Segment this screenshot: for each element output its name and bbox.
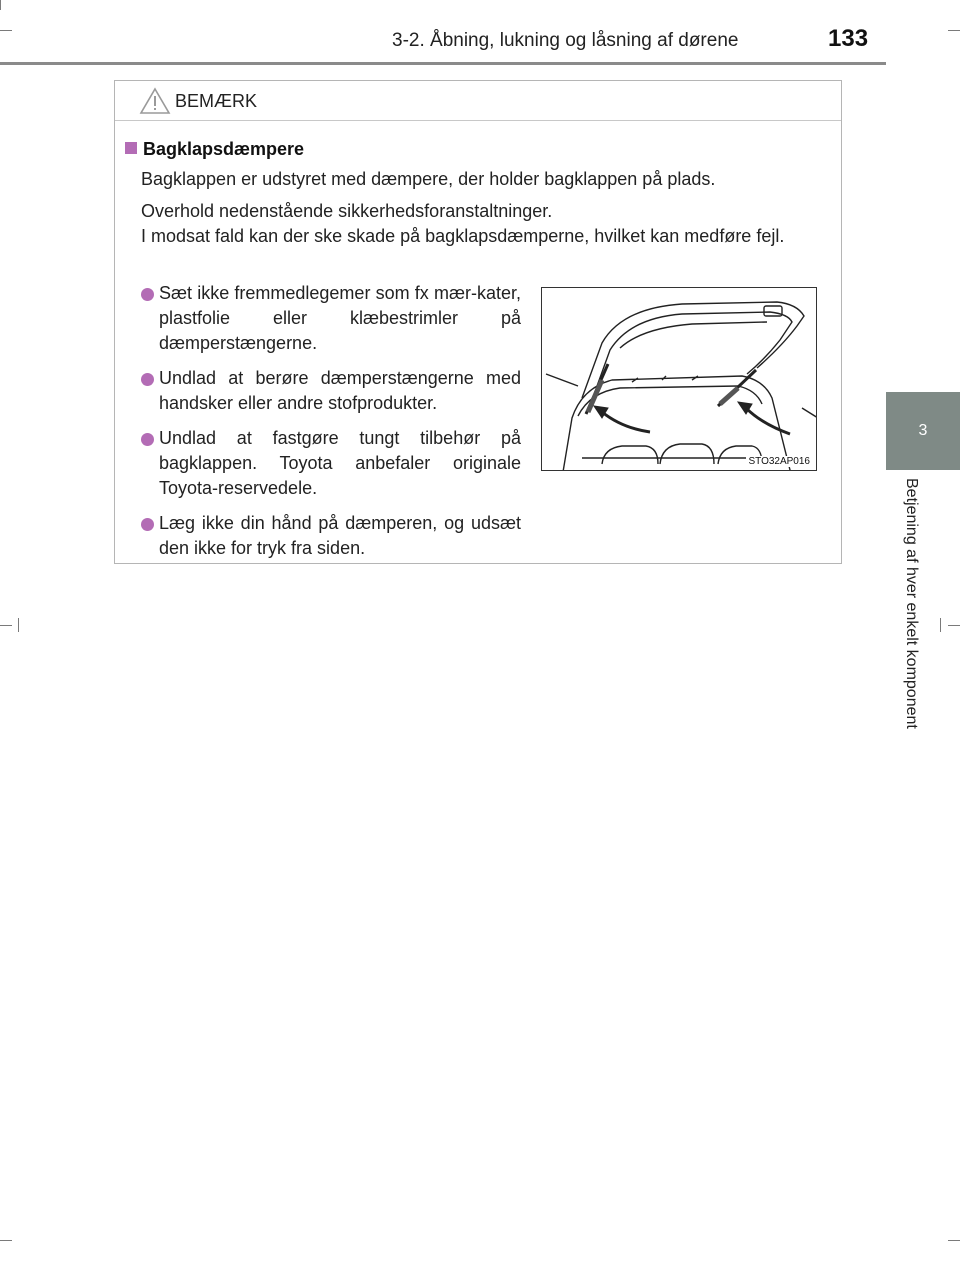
notice-header (115, 81, 841, 121)
notice-heading-text: Bagklapsdæmpere (143, 139, 305, 159)
chapter-title: Betjening af hver enkelt komponent (903, 478, 920, 729)
crop-mark (0, 0, 1, 10)
section-title: 3-2. Åbning, lukning og låsning af dørene (392, 30, 739, 51)
round-bullet-icon (141, 518, 154, 531)
round-bullet-icon (141, 288, 154, 301)
crop-mark (948, 1240, 960, 1241)
paragraph-line: I modsat fald kan der ske skade på bagklapsdæmperne, hvilket kan medføre fejl. (141, 226, 785, 246)
warning-triangle-icon (139, 87, 171, 115)
round-bullet-icon (141, 433, 154, 446)
notice-heading (125, 139, 304, 160)
tailgate-damper-illustration (541, 287, 817, 471)
page-number: 133 (828, 25, 869, 52)
crop-mark (0, 30, 12, 31)
header-rule (0, 62, 886, 65)
list-item-text: Sæt ikke fremmedlegemer som fx mær-kater, plastfolie eller klæbestrimler på dæmperstængerne. (159, 283, 521, 353)
chapter-side-tab (886, 392, 960, 812)
crop-mark (948, 30, 960, 31)
paragraph: Bagklappen er udstyret med dæmpere, der holder bagklappen på plads. (141, 169, 716, 189)
list-item-text: Læg ikke din hånd på dæmperen, og udsæt den ikke for tryk fra siden. (159, 513, 521, 558)
chapter-number: 3 (918, 422, 928, 439)
chapter-number-box (886, 392, 960, 470)
list-item (125, 511, 521, 561)
crop-mark (0, 625, 12, 626)
crop-mark (0, 1240, 12, 1241)
list-item (125, 366, 521, 416)
list-item (125, 426, 521, 501)
figure-code: STO32AP016 (748, 456, 810, 467)
paragraph (141, 199, 831, 249)
crop-mark (18, 618, 19, 632)
bullet-list (125, 281, 521, 571)
list-item-text: Undlad at berøre dæmperstængerne med handsker eller andre stofprodukter. (159, 368, 521, 413)
tailgate-drawing (542, 288, 817, 471)
list-item (125, 281, 521, 356)
paragraph-line: Overhold nedenstående sikkerhedsforanstaltninger. (141, 201, 553, 221)
notice-box (114, 80, 842, 564)
list-item-text: Undlad at fastgøre tungt tilbehør på bagklappen. Toyota anbefaler originale Toyota-reservedele. (159, 428, 521, 498)
round-bullet-icon (141, 373, 154, 386)
notice-label: BEMÆRK (175, 91, 258, 111)
square-bullet-icon (125, 142, 137, 154)
